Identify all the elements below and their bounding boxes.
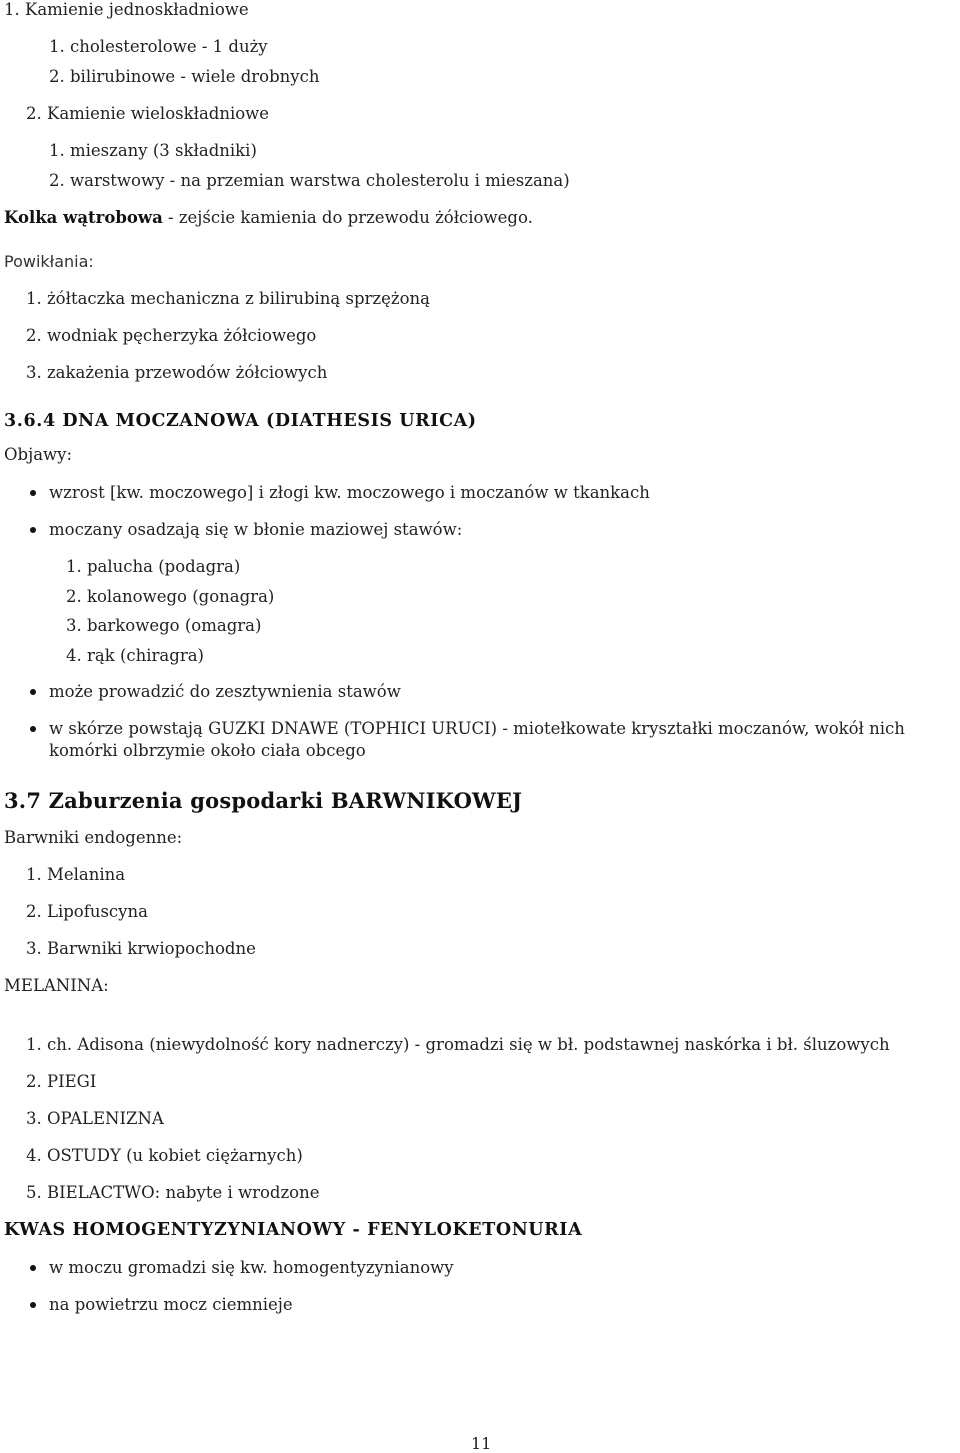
list-item: 1. żółtaczka mechaniczna z bilirubiną sprzężoną <box>26 289 430 308</box>
list-item: 1. Melanina <box>26 865 126 884</box>
colic-paragraph <box>4 208 533 228</box>
list-item: 5. BIELACTWO: nabyte i wrodzone <box>26 1183 320 1202</box>
list-item: 1. palucha (podagra) <box>66 557 241 576</box>
list-item: 1. ch. Adisona (niewydolność kory nadnerczy) - gromadzi się w bł. podstawnej naskórka i bł. śluzowych <box>26 1035 890 1054</box>
list-item: 2. PIEGI <box>26 1072 97 1091</box>
bullet-icon <box>30 689 36 695</box>
melanin-label: MELANINA: <box>4 976 109 995</box>
list-item: 3. zakażenia przewodów żółciowych <box>26 363 328 382</box>
symptoms-label: Objawy: <box>4 445 73 464</box>
list-item: 2. wodniak pęcherzyka żółciowego <box>26 326 317 345</box>
list-item: moczany osadzają się w błonie maziowej stawów: <box>49 520 463 539</box>
bullet-icon <box>30 1302 36 1308</box>
page-number: 11 <box>471 1434 492 1453</box>
list-item: 1. Kamienie jednoskładniowe <box>4 0 249 19</box>
bullet-icon <box>30 527 36 533</box>
list-item: 3. Barwniki krwiopochodne <box>26 939 256 958</box>
section-heading: 3.7 Zaburzenia gospodarki BARWNIKOWEJ <box>4 788 523 813</box>
complications-label: Powikłania: <box>4 252 94 271</box>
list-item: w skórze powstają GUZKI DNAWE (TOPHICI URUCI) - miotełkowate kryształki moczanów, wokół nich komórki olbrzymie około ciała obcego <box>49 719 905 760</box>
list-item: 4. rąk (chiragra) <box>66 646 204 665</box>
bullet-icon <box>30 726 36 732</box>
list-item: 2. kolanowego (gonagra) <box>66 587 275 606</box>
list-item: 2. Kamienie wieloskładniowe <box>26 104 270 123</box>
list-item: 3. barkowego (omagra) <box>66 616 262 635</box>
list-item: 2. bilirubinowe - wiele drobnych <box>49 67 320 86</box>
section-heading: KWAS HOMOGENTYZYNIANOWY - FENYLOKETONURIA <box>4 1220 583 1240</box>
list-item: 1. mieszany (3 składniki) <box>49 141 257 160</box>
list-item: wzrost [kw. moczowego] i złogi kw. moczowego i moczanów w tkankach <box>49 483 650 502</box>
colic-term: Kolka wątrobowa <box>4 208 163 227</box>
list-item: 4. OSTUDY (u kobiet ciężarnych) <box>26 1146 303 1165</box>
section-heading: 3.6.4 DNA MOCZANOWA (DIATHESIS URICA) <box>4 411 477 431</box>
list-item: 2. warstwowy - na przemian warstwa cholesterolu i mieszana) <box>49 171 570 190</box>
list-item: na powietrzu mocz ciemnieje <box>49 1295 293 1314</box>
bullet-icon <box>30 1265 36 1271</box>
list-item: 3. OPALENIZNA <box>26 1109 164 1128</box>
list-item: może prowadzić do zesztywnienia stawów <box>49 682 401 701</box>
colic-text: - zejście kamienia do przewodu żółciowego. <box>162 208 533 227</box>
list-item: w moczu gromadzi się kw. homogentyzynianowy <box>49 1258 454 1277</box>
list-item: 2. Lipofuscyna <box>26 902 148 921</box>
list-item: 1. cholesterolowe - 1 duży <box>49 37 268 56</box>
bullet-icon <box>30 490 36 496</box>
endogenous-label: Barwniki endogenne: <box>4 828 183 847</box>
